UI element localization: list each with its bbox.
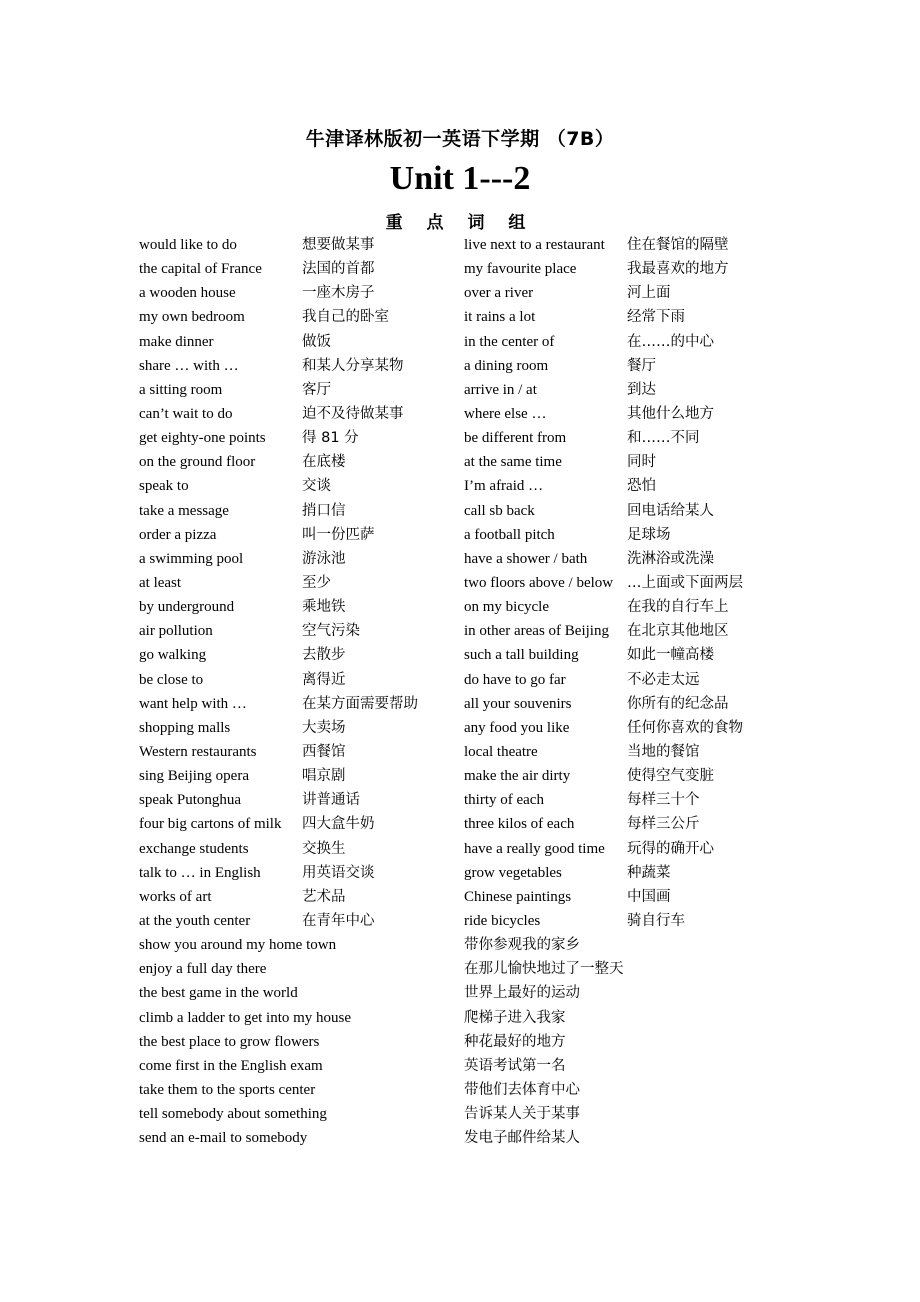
- phrase-english-right: I’m afraid …: [464, 478, 544, 495]
- phrase-row: [0, 764, 920, 788]
- phrase-row: [0, 909, 920, 933]
- phrase-row: [0, 812, 920, 836]
- phrase-english-right: have a shower / bath: [464, 550, 588, 567]
- phrase-chinese-right: 在北京其他地区: [627, 623, 729, 640]
- long-phrase-row: [0, 1078, 920, 1102]
- phrase-row: [0, 619, 920, 643]
- phrase-chinese-right: 每样三十个: [627, 792, 700, 809]
- phrase-chinese-right: 骑自行车: [627, 912, 685, 929]
- long-phrase-row: [0, 1054, 920, 1078]
- phrase-english-left: by underground: [139, 599, 235, 616]
- document-title: 牛津译林版初一英语下学期 （7B）: [305, 128, 615, 150]
- phrase-row: [0, 643, 920, 667]
- phrase-chinese-left: 艺术品: [302, 888, 346, 905]
- phrase-chinese-right: 和……不同: [627, 430, 700, 447]
- phrase-chinese-left: 至少: [302, 574, 331, 591]
- long-phrase-chinese: 发电子邮件给某人: [464, 1130, 580, 1147]
- phrase-chinese-right: 如此一幢高楼: [627, 647, 714, 664]
- phrase-english-left: sing Beijing opera: [139, 768, 249, 785]
- phrase-chinese-right: 住在餐馆的隔壁: [627, 237, 729, 253]
- phrase-chinese-left: 法国的首都: [302, 261, 375, 278]
- phrase-english-left: share … with …: [139, 357, 239, 374]
- phrase-english-left: four big cartons of milk: [139, 816, 282, 833]
- phrase-english-left: talk to … in English: [139, 864, 261, 881]
- phrase-chinese-left: 得 81 分: [302, 430, 359, 447]
- long-phrase-row: [0, 1006, 920, 1030]
- phrase-english-left: the capital of France: [139, 261, 262, 278]
- phrase-chinese-right: 洗淋浴或洗澡: [627, 550, 714, 567]
- phrase-chinese-left: 大卖场: [302, 719, 346, 736]
- long-phrase-english: the best game in the world: [139, 985, 298, 1002]
- phrase-chinese-right: 每样三公斤: [627, 816, 700, 833]
- unit-title: Unit 1---2: [389, 160, 531, 197]
- phrase-english-right: do have to go far: [464, 671, 566, 688]
- phrase-english-right: two floors above / below: [464, 574, 614, 591]
- phrase-chinese-right: 我最喜欢的地方: [627, 261, 729, 278]
- phrase-row: [0, 378, 920, 402]
- phrase-chinese-left: 一座木房子: [302, 285, 375, 302]
- long-phrase-english: send an e-mail to somebody: [139, 1130, 308, 1147]
- phrase-english-right: live next to a restaurant: [464, 237, 605, 253]
- phrase-row: [0, 595, 920, 619]
- phrase-english-right: on my bicycle: [464, 599, 549, 616]
- phrase-chinese-left: 交换生: [302, 840, 346, 857]
- long-phrase-english: enjoy a full day there: [139, 961, 267, 978]
- phrase-english-right: thirty of each: [464, 792, 544, 809]
- phrase-chinese-right: 同时: [627, 454, 656, 471]
- phrase-english-left: can’t wait to do: [139, 405, 233, 422]
- phrase-row: [0, 499, 920, 523]
- long-phrase-row: [0, 933, 920, 957]
- phrase-english-right: in other areas of Beijing: [464, 623, 609, 640]
- long-phrase-chinese: 带你参观我的家乡: [464, 937, 580, 954]
- phrase-english-right: it rains a lot: [464, 309, 536, 326]
- long-phrase-chinese: 爬梯子进入我家: [464, 1009, 566, 1026]
- phrase-english-right: at the same time: [464, 454, 562, 471]
- phrase-row: [0, 330, 920, 354]
- phrase-english-right: arrive in / at: [464, 381, 537, 398]
- phrase-row: [0, 571, 920, 595]
- phrase-chinese-right: 在……的中心: [627, 333, 714, 350]
- phrase-row: [0, 305, 920, 329]
- phrase-row: [0, 426, 920, 450]
- phrase-english-right: in the center of: [464, 333, 555, 350]
- phrase-chinese-left: 在青年中心: [302, 912, 375, 929]
- long-phrase-english: climb a ladder to get into my house: [139, 1009, 352, 1026]
- phrase-english-left: a sitting room: [139, 381, 223, 398]
- phrase-english-left: speak Putonghua: [139, 792, 242, 809]
- phrase-english-right: call sb back: [464, 502, 535, 519]
- phrase-chinese-right: 任何你喜欢的食物: [627, 719, 743, 736]
- long-phrase-row: [0, 1126, 920, 1150]
- phrase-row: [0, 885, 920, 909]
- phrase-chinese-left: 我自己的卧室: [302, 309, 389, 326]
- long-phrase-row: [0, 981, 920, 1005]
- phrase-chinese-right: 河上面: [627, 285, 671, 302]
- phrase-chinese-right: 种蔬菜: [627, 864, 671, 881]
- phrase-english-left: go walking: [139, 647, 207, 664]
- phrase-english-left: Western restaurants: [139, 743, 257, 760]
- phrase-english-left: on the ground floor: [139, 454, 256, 471]
- section-title: 重 点 词 组: [385, 213, 535, 233]
- phrase-chinese-left: 做饭: [302, 333, 331, 350]
- phrase-row: [0, 547, 920, 571]
- phrase-english-left: be close to: [139, 671, 204, 688]
- phrase-chinese-left: 客厅: [302, 381, 331, 398]
- phrase-chinese-right: 回电话给某人: [627, 502, 714, 519]
- long-phrase-english: the best place to grow flowers: [139, 1033, 320, 1050]
- phrase-english-right: where else …: [464, 405, 547, 422]
- phrase-english-left: would like to do: [139, 237, 237, 253]
- phrase-chinese-right: 不必走太远: [627, 671, 700, 688]
- phrase-chinese-left: 叫一份匹萨: [302, 526, 375, 543]
- long-phrase-chinese: 英语考试第一名: [464, 1057, 566, 1074]
- phrase-chinese-right: 你所有的纪念品: [627, 695, 729, 712]
- phrase-chinese-left: 乘地铁: [302, 599, 346, 616]
- phrase-chinese-left: 在底楼: [302, 454, 346, 471]
- phrase-chinese-right: 足球场: [627, 526, 671, 543]
- long-phrase-row: [0, 957, 920, 981]
- long-phrase-row: [0, 1102, 920, 1126]
- phrase-row: [0, 402, 920, 426]
- phrase-chinese-left: 想要做某事: [302, 237, 375, 253]
- phrase-chinese-left: 游泳池: [302, 550, 346, 567]
- phrase-chinese-left: 和某人分享某物: [302, 357, 404, 374]
- phrase-english-right: my favourite place: [464, 261, 577, 278]
- phrase-english-right: over a river: [464, 285, 534, 302]
- phrase-english-right: a football pitch: [464, 526, 555, 543]
- phrase-english-left: at the youth center: [139, 912, 251, 929]
- long-phrase-english: take them to the sports center: [139, 1081, 316, 1098]
- phrase-chinese-left: 唱京剧: [302, 768, 346, 785]
- phrase-chinese-right: 中国画: [627, 888, 671, 905]
- long-phrase-chinese: 种花最好的地方: [464, 1033, 566, 1050]
- phrase-chinese-left: 讲普通话: [302, 792, 360, 809]
- phrase-chinese-right: 在我的自行车上: [627, 599, 729, 616]
- phrase-english-right: ride bicycles: [464, 912, 541, 929]
- phrase-english-left: my own bedroom: [139, 309, 245, 326]
- phrase-row: [0, 257, 920, 281]
- phrase-english-left: at least: [139, 574, 182, 591]
- long-phrase-row: [0, 1030, 920, 1054]
- phrase-english-left: air pollution: [139, 623, 213, 640]
- long-phrase-chinese: 带他们去体育中心: [464, 1081, 580, 1098]
- phrase-chinese-right: 经常下雨: [627, 309, 685, 326]
- phrase-english-left: a swimming pool: [139, 550, 244, 567]
- phrase-english-left: make dinner: [139, 333, 214, 350]
- phrase-row: [0, 837, 920, 861]
- long-phrase-chinese: 世界上最好的运动: [464, 985, 580, 1002]
- phrase-chinese-right: 玩得的确开心: [627, 840, 714, 857]
- phrase-chinese-right: 到达: [627, 381, 656, 398]
- phrase-english-left: shopping malls: [139, 719, 231, 736]
- phrase-english-left: take a message: [139, 502, 229, 519]
- phrase-chinese-right: 恐怕: [627, 478, 656, 495]
- phrase-chinese-left: 西餐馆: [302, 743, 346, 760]
- phrase-chinese-left: 捎口信: [302, 502, 346, 519]
- long-phrase-chinese: 在那儿愉快地过了一整天: [464, 961, 624, 978]
- phrase-list: [0, 233, 920, 1150]
- phrase-chinese-left: 迫不及待做某事: [302, 405, 404, 422]
- long-phrase-english: come first in the English exam: [139, 1057, 323, 1074]
- phrase-english-right: all your souvenirs: [464, 695, 572, 712]
- phrase-english-right: be different from: [464, 430, 567, 447]
- phrase-row: [0, 233, 920, 257]
- phrase-row: [0, 668, 920, 692]
- phrase-english-left: speak to: [139, 478, 189, 495]
- phrase-english-right: such a tall building: [464, 647, 579, 664]
- phrase-row: [0, 788, 920, 812]
- phrase-chinese-left: 四大盒牛奶: [302, 816, 375, 833]
- phrase-english-left: a wooden house: [139, 285, 236, 302]
- phrase-english-right: local theatre: [464, 743, 538, 760]
- phrase-chinese-left: 用英语交谈: [302, 864, 375, 881]
- phrase-english-right: Chinese paintings: [464, 888, 572, 905]
- phrase-english-right: a dining room: [464, 357, 549, 374]
- phrase-english-right: make the air dirty: [464, 768, 571, 785]
- phrase-english-left: get eighty-one points: [139, 430, 266, 447]
- phrase-english-right: grow vegetables: [464, 864, 562, 881]
- phrase-row: [0, 692, 920, 716]
- long-phrase-english: tell somebody about something: [139, 1106, 327, 1123]
- phrase-row: [0, 740, 920, 764]
- phrase-chinese-left: 交谈: [302, 478, 331, 495]
- phrase-english-right: three kilos of each: [464, 816, 575, 833]
- phrase-row: [0, 474, 920, 498]
- phrase-chinese-right: …上面或下面两层: [627, 574, 743, 591]
- phrase-row: [0, 861, 920, 885]
- phrase-english-left: order a pizza: [139, 526, 217, 543]
- phrase-row: [0, 716, 920, 740]
- phrase-chinese-right: 餐厅: [627, 357, 656, 374]
- phrase-english-right: any food you like: [464, 719, 570, 736]
- phrase-chinese-right: 使得空气变脏: [627, 768, 714, 785]
- phrase-chinese-left: 在某方面需要帮助: [302, 695, 418, 712]
- phrase-chinese-right: 当地的餐馆: [627, 743, 700, 760]
- long-phrase-english: show you around my home town: [139, 937, 337, 954]
- long-phrase-chinese: 告诉某人关于某事: [464, 1106, 580, 1123]
- phrase-row: [0, 354, 920, 378]
- phrase-chinese-left: 空气污染: [302, 623, 360, 640]
- phrase-chinese-left: 离得近: [302, 671, 346, 688]
- phrase-row: [0, 281, 920, 305]
- phrase-english-left: exchange students: [139, 840, 249, 857]
- phrase-chinese-right: 其他什么地方: [627, 405, 714, 422]
- phrase-english-right: have a really good time: [464, 840, 605, 857]
- phrase-chinese-left: 去散步: [302, 647, 346, 664]
- phrase-english-left: want help with …: [139, 695, 247, 712]
- phrase-row: [0, 450, 920, 474]
- phrase-row: [0, 523, 920, 547]
- phrase-english-left: works of art: [139, 888, 212, 905]
